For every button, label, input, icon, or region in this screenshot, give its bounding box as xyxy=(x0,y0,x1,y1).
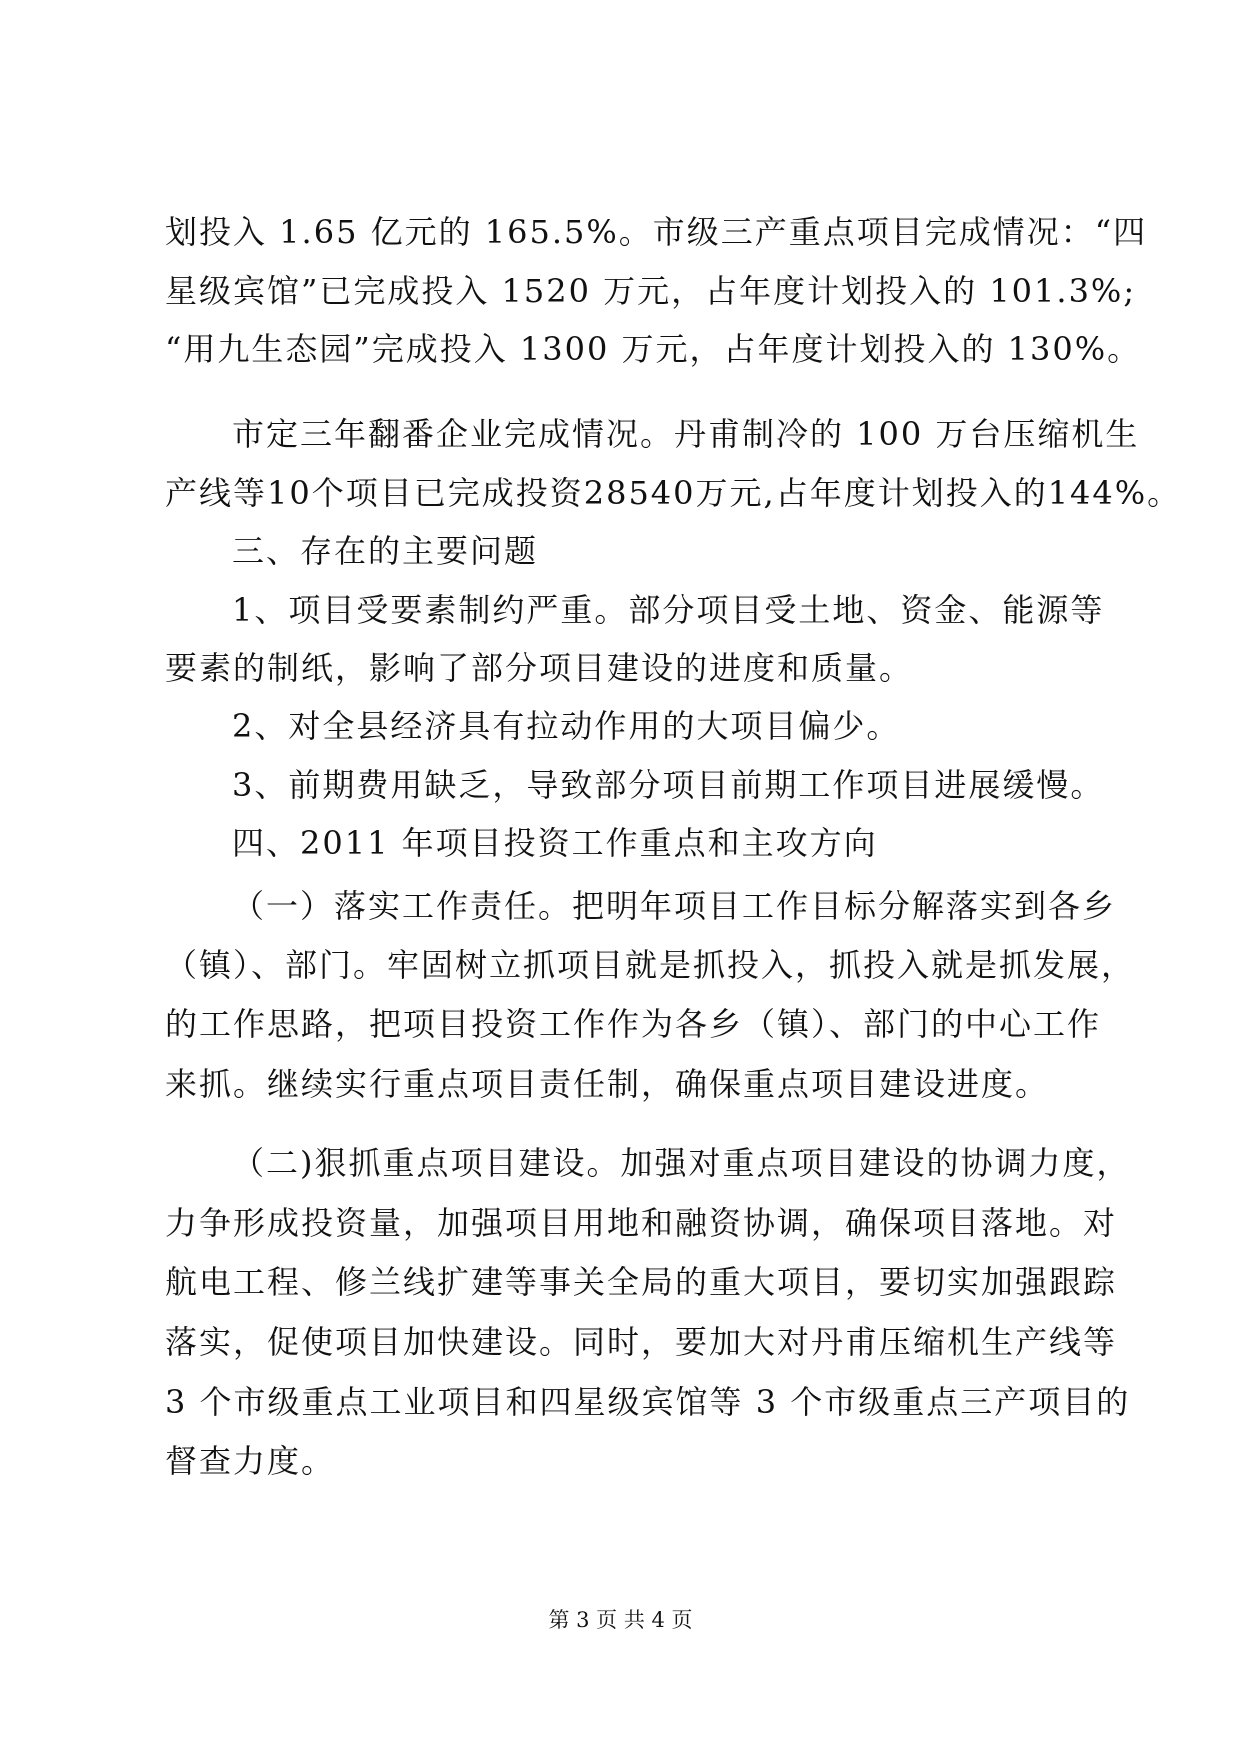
text-line: 落实，促使项目加快建设。同时，要加大对丹甫压缩机生产线等 xyxy=(165,1323,1118,1361)
paragraph-line: （一）落实工作责任。把明年项目工作目标分解落实到各乡 xyxy=(232,887,1117,925)
text-line: 力争形成投资量，加强项目用地和融资协调，确保项目落地。对 xyxy=(165,1204,1118,1242)
page-number-footer: 第 3 页 共 4 页 xyxy=(548,1608,693,1632)
paragraph-line: 2、对全县经济具有拉动作用的大项目偏少。 xyxy=(232,707,901,745)
section-heading: 三、存在的主要问题 xyxy=(232,532,539,570)
section-heading: 四、2011 年项目投资工作重点和主攻方向 xyxy=(232,824,878,862)
text-line: 督查力度。 xyxy=(165,1442,336,1480)
text-line: 划投入 1.65 亿元的 165.5%。市级三产重点项目完成情况：“四 xyxy=(165,213,1148,251)
text-line: 星级宾馆”已完成投入 1520 万元，占年度计划投入的 101.3%; xyxy=(165,272,1137,310)
text-line: 3 个市级重点工业项目和四星级宾馆等 3 个市级重点三产项目的 xyxy=(165,1383,1131,1421)
text-line: 的工作思路，把项目投资工作作为各乡（镇）、部门的中心工作 xyxy=(165,1005,1102,1043)
text-line: 要素的制纸，影响了部分项目建设的进度和质量。 xyxy=(165,649,914,687)
paragraph-line: 3、前期费用缺乏，导致部分项目前期工作项目进展缓慢。 xyxy=(232,766,1105,804)
text-line: 来抓。继续实行重点项目责任制，确保重点项目建设进度。 xyxy=(165,1065,1050,1103)
paragraph-line: 1、项目受要素制约严重。部分项目受土地、资金、能源等 xyxy=(232,591,1105,629)
paragraph-line: （二)狠抓重点项目建设。加强对重点项目建设的协调力度， xyxy=(232,1144,1131,1182)
text-line: “用九生态园”完成投入 1300 万元，占年度计划投入的 130%。 xyxy=(165,330,1142,368)
text-line: （镇）、部门。牢固树立抓项目就是抓投入，抓投入就是抓发展， xyxy=(165,946,1136,984)
paragraph-line: 市定三年翻番企业完成情况。丹甫制冷的 100 万台压缩机生 xyxy=(232,415,1140,453)
text-line: 航电工程、修兰线扩建等事关全局的重大项目，要切实加强跟踪 xyxy=(165,1263,1118,1301)
text-line: 产线等10个项目已完成投资28540万元,占年度计划投入的144%。 xyxy=(165,474,1182,512)
